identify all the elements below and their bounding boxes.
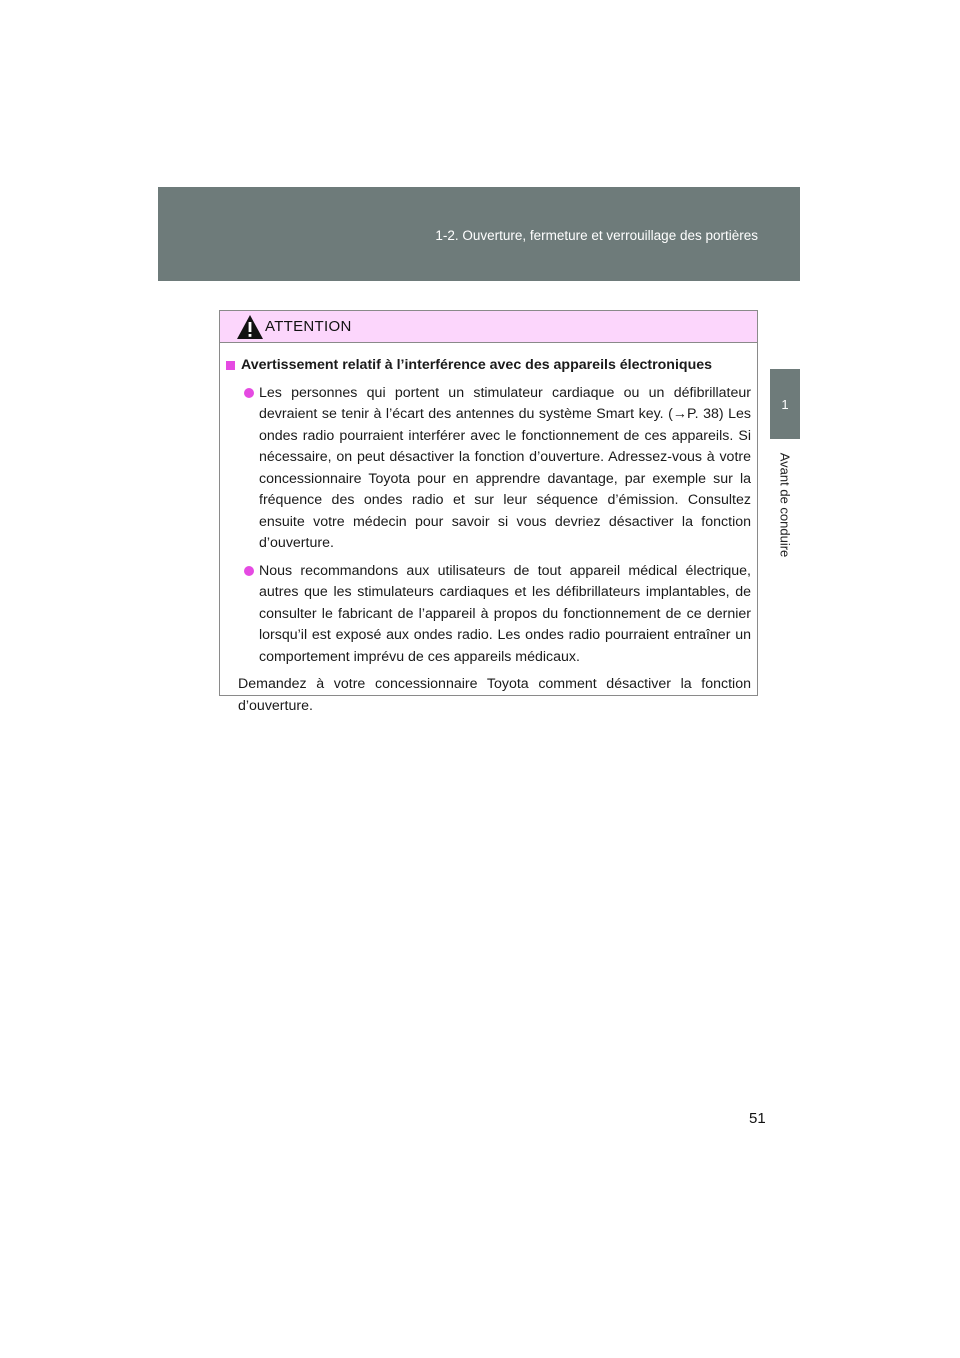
warning-triangle-icon	[236, 314, 264, 340]
caution-box	[219, 310, 758, 714]
circle-bullet-icon	[244, 388, 254, 398]
list-item	[244, 383, 751, 555]
section-heading	[226, 355, 751, 377]
square-bullet-icon	[226, 361, 235, 370]
list-item-text: Les personnes qui portent un stimulateur cardiaque ou un défibrillateur devraient se tenir à l’écart des antennes du système Smart key. (→P. 38) Les ondes radio pourraient interférer avec le fonctionnement de ces appareils. Si nécessaire, on peut désactiver la fonction d’ouverture. Adressez-vous à votre concessionnaire Toyota pour en apprendre davantage, par exemple sur la fréquence des ondes radio et sur leur séquence d’émission. Consultez ensuite votre médecin pour savoir si vous devriez désactiver la fonction d’ouverture.	[259, 384, 751, 551]
header-band	[158, 187, 800, 281]
list-item	[244, 561, 751, 669]
chapter-label: Avant de conduire	[777, 452, 793, 558]
caution-header	[220, 311, 757, 343]
closing-paragraph: Demandez à votre concessionnaire Toyota comment désactiver la fonction d’ouverture.	[238, 676, 751, 714]
list-item-text: Nous recommandons aux utilisateurs de tout appareil médical électrique, autres que les stimulateurs cardiaques et les défibrillateurs implantables, de consulter le fabricant de l’appareil à propos du fonctionnement de ce dernier lorsqu’il est exposé aux ondes radio. Les ondes radio pourraient entraîner un comportement imprévu de ces appareils médicaux.	[259, 562, 751, 665]
caution-title: ATTENTION	[265, 318, 352, 335]
chapter-number: 1	[781, 396, 789, 412]
chapter-tab[interactable]	[770, 369, 800, 439]
page-number: 51	[749, 1110, 766, 1127]
section-heading-text: Avertissement relatif à l’interférence avec des appareils électroniques	[241, 357, 713, 373]
circle-bullet-icon	[244, 566, 254, 576]
section-title: 1-2. Ouverture, fermeture et verrouillage des portières	[435, 228, 758, 243]
caution-body	[220, 343, 757, 717]
